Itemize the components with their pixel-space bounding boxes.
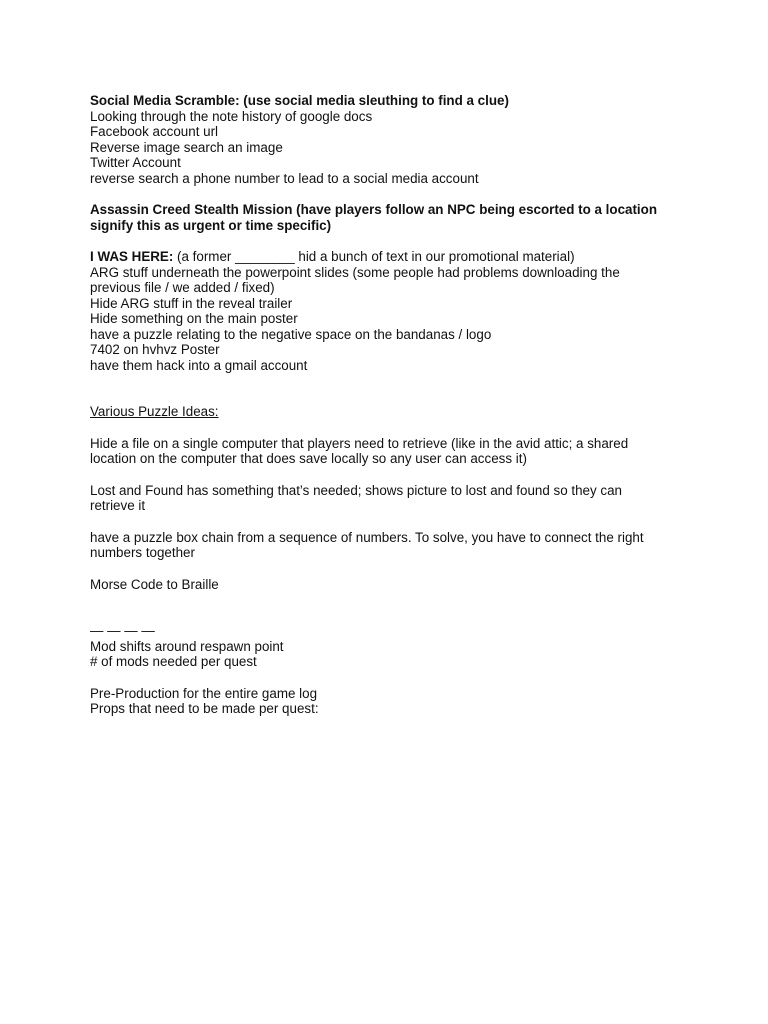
puzzle-idea-1-line-1: Hide a file on a single computer that players need to retrieve (like in the avid attic; a shared: [90, 435, 629, 451]
puzzle-idea-2-line-2: retrieve it: [90, 498, 146, 513]
was-here-line: 7402 on hvhvz Poster: [90, 342, 220, 357]
misc-line: Mod shifts around respawn point: [90, 638, 284, 654]
puzzle-idea-4: Morse Code to Braille: [90, 576, 219, 592]
was-here-line: previous file / we added / fixed): [90, 280, 275, 295]
was-here-line: Hide ARG stuff in the reveal trailer: [90, 295, 293, 311]
puzzle-idea-3-line-1: have a puzzle box chain from a sequence of numbers. To solve, you have to connect the right: [90, 529, 644, 545]
social-line: reverse search a phone number to lead to a social media account: [90, 170, 479, 186]
puzzle-ideas-heading: Various Puzzle Ideas:: [90, 404, 219, 419]
social-line: Looking through the note history of google docs: [90, 108, 373, 124]
document-body: [90, 93, 690, 717]
misc-line: Pre-Production for the entire game log: [90, 685, 318, 701]
was-here-desc: (a former ________ hid a bunch of text in our promotional material): [173, 249, 575, 264]
spacer: [90, 186, 690, 202]
puzzle-idea-2-line-1: Lost and Found has something that’s needed; shows picture to lost and found so they can: [90, 482, 623, 498]
section-divider: — — — —: [90, 623, 155, 638]
was-here-line: Hide something on the main poster: [90, 311, 298, 326]
social-line: Facebook account url: [90, 124, 219, 139]
social-line: Twitter Account: [90, 155, 181, 170]
was-here-line: ARG stuff underneath the powerpoint slides (some people had problems downloading the: [90, 264, 620, 280]
spacer: [90, 670, 690, 686]
was-here-line: have a puzzle relating to the negative space on the bandanas / logo: [90, 326, 492, 342]
was-here-label: I WAS HERE:: [90, 249, 174, 264]
spacer: [90, 420, 690, 436]
was-here-line: have them hack into a gmail account: [90, 357, 308, 373]
spacer: [90, 592, 690, 623]
spacer: [90, 233, 690, 249]
misc-line: Props that need to be made per quest:: [90, 701, 319, 716]
spacer: [90, 467, 690, 483]
assassin-heading-line-1: Assassin Creed Stealth Mission (have players follow an NPC being escorted to a location: [90, 202, 658, 217]
spacer: [90, 514, 690, 530]
puzzle-idea-3-line-2: numbers together: [90, 545, 195, 560]
spacer: [90, 561, 690, 577]
was-here-heading: [90, 249, 690, 265]
assassin-heading-line-2: signify this as urgent or time specific): [90, 217, 332, 233]
puzzle-idea-1-line-2: location on the computer that does save locally so any user can access it): [90, 451, 527, 466]
social-media-heading: Social Media Scramble: (use social media sleuthing to find a clue): [90, 93, 509, 108]
social-line: Reverse image search an image: [90, 139, 283, 155]
spacer: [90, 373, 690, 404]
misc-line: # of mods needed per quest: [90, 654, 257, 669]
